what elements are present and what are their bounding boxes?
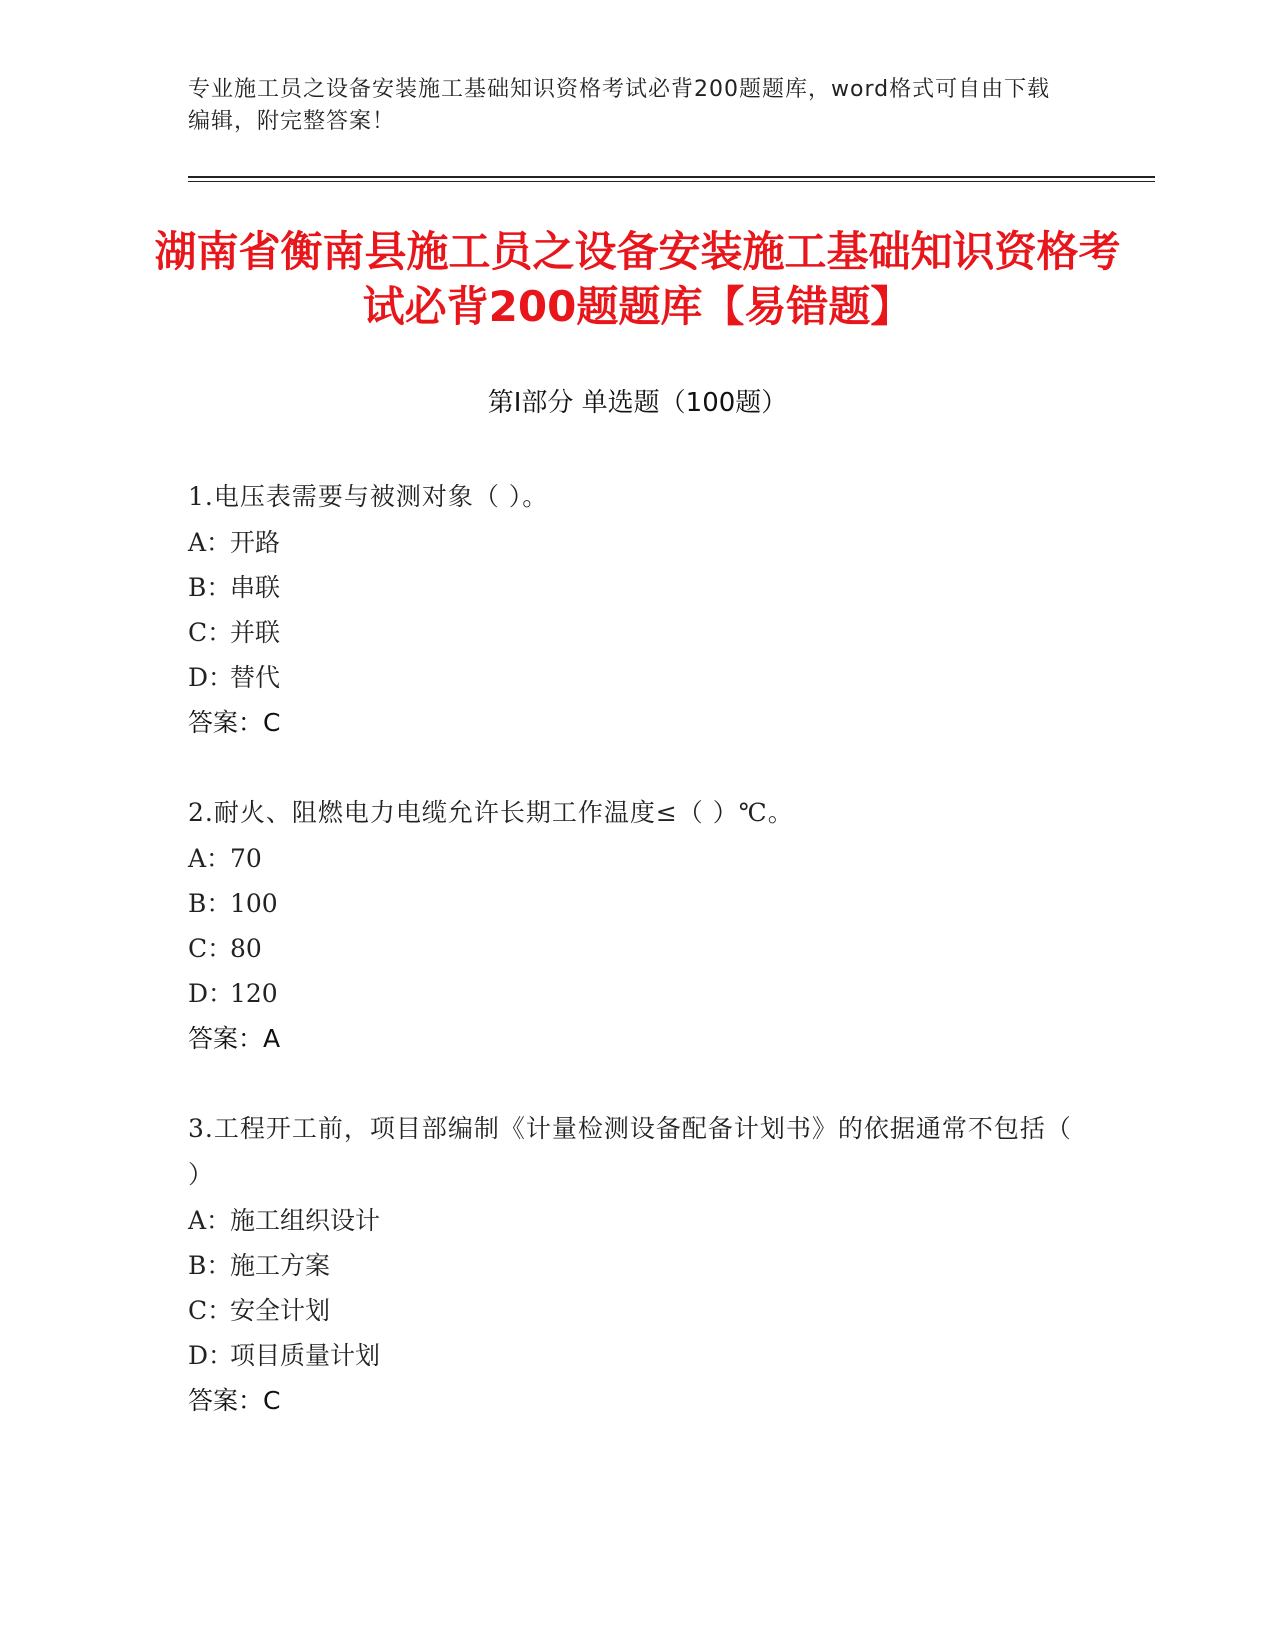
option-text: 施工组织设计 (230, 1206, 381, 1235)
option-letter: D： (188, 663, 234, 692)
question-text: 2.耐火、阻燃电力电缆允许长期工作温度≤（ ）℃。 (188, 798, 794, 827)
option-letter: A： (188, 1206, 232, 1235)
question-2 (188, 790, 1088, 1062)
option-c (188, 926, 1088, 971)
header-divider-thick (188, 176, 1155, 178)
option-text: 串联 (230, 573, 281, 602)
option-text: 100 (230, 889, 278, 918)
option-text: 替代 (230, 663, 281, 692)
option-text: 开路 (230, 528, 281, 557)
option-letter: D： (188, 979, 234, 1008)
option-c (188, 1288, 1088, 1333)
option-b (188, 1243, 1088, 1288)
question-text: 1.电压表需要与被测对象（ ）。 (188, 482, 549, 511)
question-text: 3.工程开工前，项目部编制《计量检测设备配备计划书》的依据通常不包括（ ） (188, 1114, 1072, 1189)
option-b (188, 565, 1088, 610)
option-text: 项目质量计划 (230, 1341, 381, 1370)
answer-line: 答案：C (188, 1386, 281, 1415)
option-text: 70 (230, 844, 262, 873)
option-c (188, 610, 1088, 655)
option-d (188, 971, 1088, 1016)
option-letter: C： (188, 1296, 233, 1325)
question-3 (188, 1106, 1088, 1424)
header-note: 专业施工员之设备安装施工基础知识资格考试必背200题题库，word格式可自由下载编辑，附完整答案！ (188, 77, 1051, 134)
option-text: 安全计划 (230, 1296, 331, 1325)
option-letter: C： (188, 934, 233, 963)
option-b (188, 881, 1088, 926)
option-d (188, 655, 1088, 700)
question-1 (188, 474, 1088, 746)
header-divider-thin (188, 181, 1155, 182)
option-a (188, 836, 1088, 881)
document-title: 湖南省衡南县施工员之设备安装施工基础知识资格考试必背200题题库【易错题】 (154, 227, 1121, 331)
answer-line: 答案：C (188, 708, 281, 737)
option-letter: B： (188, 1251, 232, 1280)
option-text: 并联 (230, 618, 281, 647)
option-d (188, 1333, 1088, 1378)
option-a (188, 520, 1088, 565)
option-text: 施工方案 (230, 1251, 331, 1280)
option-letter: C： (188, 618, 233, 647)
option-letter: B： (188, 889, 232, 918)
answer-line: 答案：A (188, 1024, 281, 1053)
option-letter: A： (188, 528, 232, 557)
option-letter: D： (188, 1341, 234, 1370)
option-letter: B： (188, 573, 232, 602)
section-title: 第Ⅰ部分 单选题（100题） (487, 388, 788, 418)
option-text: 120 (230, 979, 278, 1008)
option-letter: A： (188, 844, 232, 873)
option-text: 80 (230, 934, 262, 963)
option-a (188, 1198, 1088, 1243)
